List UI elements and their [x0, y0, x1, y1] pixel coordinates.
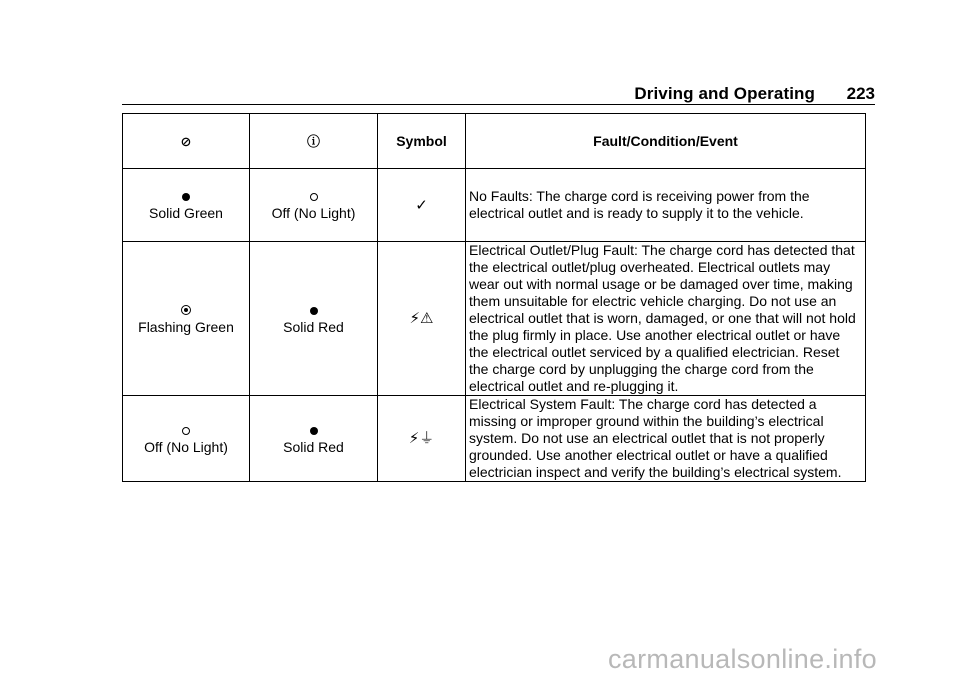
flashing-light-icon	[181, 305, 191, 315]
fault-light-cell	[250, 169, 378, 242]
power-light-cell	[123, 169, 250, 242]
table-row	[123, 242, 866, 396]
table-row	[123, 169, 866, 242]
section-title: Driving and Operating	[634, 84, 815, 103]
page-number: 223	[846, 84, 875, 103]
fault-light-status: Off (No Light)	[271, 205, 356, 221]
column-symbol: Symbol	[378, 114, 466, 169]
off-light-icon	[182, 427, 190, 435]
symbol-cell	[378, 396, 466, 482]
solid-light-icon	[182, 193, 190, 201]
description-cell: Electrical Outlet/Plug Fault: The charge cord has detected that the electrical outlet/plug overheated. Electrical outlets may wear out with normal usage or be damaged over time, making them unsuitable for electric vehicle charging. Do not use an electrical outlet that is worn, damaged, or one that will not hold the plug firmly in place. Use another electrical outlet or have the electrical outlet serviced by a qualified electrician. Reset the charge cord by unplugging the charge cord from the electrical outlet and re-plugging it.	[466, 242, 866, 396]
ground-fault-icon: ⚡⏚	[408, 429, 435, 447]
column-power-light	[123, 114, 250, 169]
description-cell: No Faults: The charge cord is receiving power from the electrical outlet and is ready to supply it to the vehicle.	[466, 169, 866, 242]
power-light-status: Off (No Light)	[144, 438, 228, 455]
power-light-cell	[123, 396, 250, 482]
fault-light-cell	[250, 396, 378, 482]
fault-light-status: Solid Red	[283, 438, 344, 455]
power-light-status: Flashing Green	[138, 318, 234, 335]
power-light-cell	[123, 242, 250, 396]
solid-light-icon	[310, 427, 318, 435]
plug-overheat-icon: ⚡⚠	[409, 309, 434, 327]
watermark: carmanualsonline.info	[608, 644, 877, 674]
fault-light-status: Solid Red	[283, 318, 344, 335]
fault-light-cell	[250, 242, 378, 396]
off-light-icon	[310, 193, 318, 201]
table-row	[123, 396, 866, 482]
column-fault-light	[250, 114, 378, 169]
plug-power-icon: ⊘	[180, 133, 192, 149]
symbol-cell	[378, 169, 466, 242]
power-light-status: Solid Green	[149, 205, 223, 221]
table-header-row	[123, 114, 866, 169]
solid-light-icon	[310, 307, 318, 315]
column-fault-condition: Fault/Condition/Event	[466, 114, 866, 169]
description-cell: Electrical System Fault: The charge cord has detected a missing or improper ground within the building’s electrical system. Do not use an electrical outlet that is not properly grounded. Use another electrical outlet or have a qualified electrician inspect and verify the building’s electrical system.	[466, 396, 866, 482]
symbol-cell	[378, 242, 466, 396]
page-header	[122, 80, 875, 105]
fault-table	[122, 113, 866, 482]
checkmark-icon: ✓	[415, 195, 428, 214]
fault-indicator-icon: ⓘ	[306, 133, 320, 149]
